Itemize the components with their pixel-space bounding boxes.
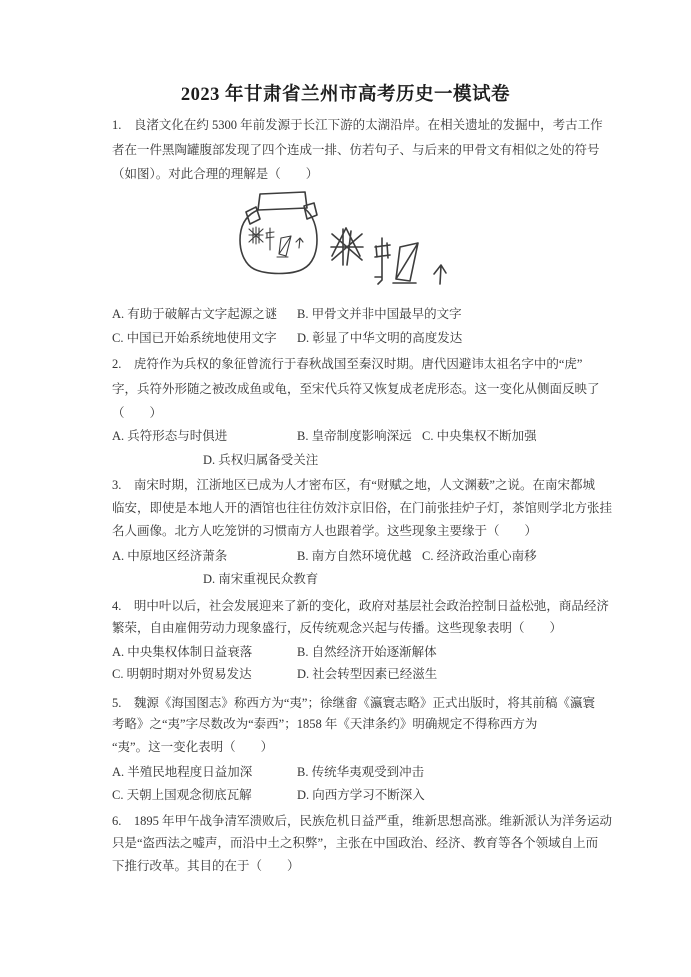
question-3-line-2: 临安，即使是本地人开的酒馆也往往仿效汴京旧俗，在门前张挂炉子灯，茶馆则学北方张挂 bbox=[112, 501, 613, 515]
question-5-line-3: “夷”。这一变化表明（ ） bbox=[112, 740, 274, 754]
question-2-line-2: 字，兵符外形随之被改成鱼或龟，至宋代兵符又恢复成老虎形态。这一变化从侧面反映了 bbox=[112, 382, 600, 396]
question-3-option-a: A. 中原地区经济萧条 bbox=[112, 549, 228, 563]
question-4-option-b: B. 自然经济开始逐渐解体 bbox=[297, 645, 437, 659]
question-5-option-a: A. 半殖民地程度日益加深 bbox=[112, 765, 253, 779]
enlarged-symbols bbox=[331, 228, 446, 284]
slanted-frame-symbol bbox=[393, 243, 418, 283]
question-4-option-c: C. 明朝时期对外贸易发达 bbox=[112, 667, 252, 681]
question-1-option-a: A. 有助于破解古文字起源之谜 bbox=[112, 307, 278, 321]
mini-slanted-frame-symbol bbox=[277, 236, 291, 257]
jar bbox=[240, 192, 317, 274]
question-5-line-2: 考略》之“夷”字尽数改为“泰西”；1858 年《天津条约》明确规定不得称西方为 bbox=[112, 717, 538, 731]
page-title: 2023 年甘肃省兰州市高考历史一模试卷 bbox=[180, 85, 511, 105]
jar-inscription bbox=[249, 227, 303, 257]
question-3-option-d: D. 南宋重视民众教育 bbox=[203, 572, 319, 586]
question-1-option-c: C. 中国已开始系统地使用文字 bbox=[112, 331, 277, 345]
star-symbol bbox=[331, 228, 363, 265]
question-6-line-3: 下推行改革。其目的在于（ ） bbox=[112, 859, 300, 873]
question-2-option-a: A. 兵符形态与时俱进 bbox=[112, 429, 228, 443]
mini-star-symbol bbox=[249, 227, 263, 244]
question-3-line-3: 名人画像。北方人吃笼饼的习惯南方人也跟着学。这些现象主要缘于（ ） bbox=[112, 524, 538, 538]
question-1-option-b: B. 甲骨文并非中国最早的文字 bbox=[297, 307, 462, 321]
question-1-line-1: 1. 良渚文化在约 5300 年前发源于长江下游的太湖沿岸。在相关遗址的发掘中，考古工作 bbox=[112, 118, 603, 132]
question-6-line-1: 6. 1895 年甲午战争清军溃败后，民族危机日益严重，维新思想高涨。维新派认为洋务运动 bbox=[112, 814, 613, 828]
question-2-option-c: C. 中央集权不断加强 bbox=[422, 429, 537, 443]
double-bar-symbol bbox=[375, 238, 390, 284]
mini-double-bar-symbol bbox=[266, 228, 274, 250]
question-6-line-2: 只是“盗西法之嘘声，而沿中土之积弊”，主张在中国政治、经济、教育等各个领域自上而 bbox=[112, 836, 599, 850]
jar-body bbox=[240, 209, 317, 274]
pottery-jar-figure bbox=[236, 190, 470, 298]
question-2-line-1: 2. 虎符作为兵权的象征曾流行于春秋战国至秦汉时期。唐代因避讳太祖名字中的“虎” bbox=[112, 357, 583, 371]
question-3-line-1: 3. 南宋时期，江浙地区已成为人才密布区，有“财赋之地，人文渊薮”之说。在南宋都城 bbox=[112, 478, 595, 492]
jar-right-lug bbox=[304, 203, 317, 219]
question-4-option-a: A. 中央集权体制日益衰落 bbox=[112, 645, 253, 659]
question-5-option-d: D. 向西方学习不断深入 bbox=[297, 788, 425, 802]
mini-up-arrow-symbol bbox=[296, 238, 303, 248]
question-2-option-d: D. 兵权归属备受关注 bbox=[203, 453, 319, 467]
question-5-line-1: 5. 魏源《海国图志》称西方为“夷”；徐继畬《瀛寰志略》正式出版时，将其前稿《瀛寰 bbox=[112, 696, 595, 710]
question-1-line-2: 者在一件黑陶罐腹部发现了四个连成一排、仿若句子、与后来的甲骨文有相似之处的符号 bbox=[112, 143, 600, 157]
up-arrow-symbol bbox=[434, 265, 446, 284]
question-4-option-d: D. 社会转型因素已经滋生 bbox=[297, 667, 438, 681]
question-5-option-b: B. 传统华夷观受到冲击 bbox=[297, 765, 425, 779]
question-2-option-b: B. 皇帝制度影响深远 bbox=[297, 429, 412, 443]
question-1-option-d: D. 彰显了中华文明的高度发达 bbox=[297, 331, 463, 345]
question-5-option-c: C. 天朝上国观念彻底瓦解 bbox=[112, 788, 252, 802]
question-4-line-1: 4. 明中叶以后，社会发展迎来了新的变化，政府对基层社会政治控制日益松弛，商品经济 bbox=[112, 599, 609, 613]
question-2-line-3: （ ） bbox=[112, 406, 163, 420]
question-3-option-b: B. 南方自然环境优越 bbox=[297, 549, 412, 563]
jar-neck bbox=[258, 192, 307, 210]
question-4-line-2: 繁荣，自由雇佣劳动力现象盛行，反传统观念兴起与传播。这些现象表明（ ） bbox=[112, 621, 563, 635]
question-3-option-c: C. 经济政治重心南移 bbox=[422, 549, 537, 563]
question-1-line-3: （如图）。对此合理的理解是（ ） bbox=[112, 167, 319, 181]
